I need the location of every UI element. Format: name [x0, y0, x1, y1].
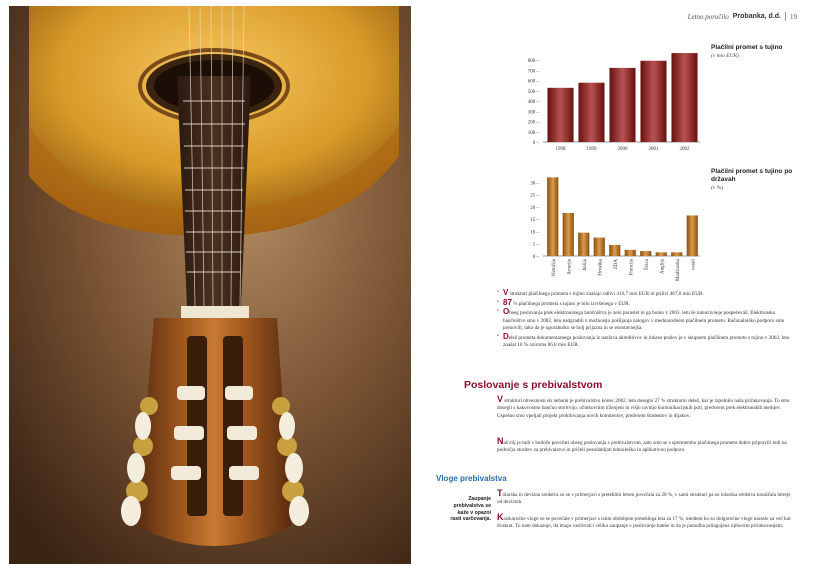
list-item: • Obseg poslovanja prek elektronskega bančništva je zelo porastel in ga bomo v 2003. letu še intenzivneje pospeševali. Elektronsko bančništvo smo v 2002. letu nadgradili z možnostjo pošiljanja nalogov v mednarodnem plačilnem prometu. Računalniško podporo smo prenovili, tako da je uporabniku se bolj prijazna in se enostavnejša.	[497, 308, 797, 332]
chart2-title-text: Plačilni promet s tujino po državah	[711, 168, 793, 183]
subsection-title: Vloge prebivalstva	[436, 474, 507, 483]
bar-avstrija	[563, 213, 574, 256]
x-tick-label: Švica	[644, 259, 650, 271]
bar-italija	[578, 233, 589, 256]
chart1-title	[711, 44, 801, 60]
bar-madžarska	[671, 252, 682, 256]
bar-švica	[640, 251, 651, 256]
x-tick-label: Anglija	[660, 259, 666, 274]
x-tick-label: 1999	[586, 147, 597, 152]
subsection-paragraph: Kratkoročne vloge so se povečale v primerjavi s istim obdobjem preteklega leta za 17 %, medtem ko so dolgoročne vloge narasle za več kot dvakrat. To nam dokazuje, da imajo varčevalci veliko zaupanje v poslovanje banke in da je ponudba prilagojena njihovim pričakovanjem.	[497, 512, 791, 530]
y-tick-label: 10 –	[530, 230, 539, 236]
page-number: 19	[790, 12, 797, 21]
section-paragraph: V strukturi obveznosti do nebank je prebivalstvo konec 2002. leta doseglo 27 % strukturni delež, kar je izpolnilo naša pričakovanja. To smo dosegli s kakovostno bančno storitvijo, učinkovitim trženjem in višjo ravnijo komunikacijskih poti, predvsem prek elektronskih medijev. Uspešno smo vpeljali projekt pridobivanja novih komitentov, predvsem študentov in dijakov.	[497, 394, 790, 419]
x-tick-label: 2002	[679, 147, 690, 152]
guitar-illustration	[9, 6, 411, 564]
section-paragraph: Naš cilj je tudi v bodoče povečati obseg poslovanja s prebivalstvom, zato smo se s spremembo plačilnega prometa dobro pripravili tudi na področju storitev za prebivalstvo in pričeli posodabljati tehnološko in aplikativno podporo.	[497, 436, 787, 454]
chart-payments-by-country	[515, 164, 705, 286]
bar-2002	[671, 53, 697, 142]
x-tick-label: 2001	[648, 147, 659, 152]
bar-ostali	[687, 215, 698, 256]
x-tick-label: ostali	[691, 259, 697, 270]
page-header	[688, 12, 797, 21]
x-tick-label: Italija	[582, 259, 588, 271]
chart2-title	[711, 168, 801, 192]
publication-title: Letno poročilo	[687, 12, 729, 21]
y-tick-label: 30 –	[530, 181, 539, 187]
y-tick-label: 400 –	[527, 100, 539, 106]
chart1-title-text: Plačilni promet s tujino	[711, 44, 783, 51]
y-tick-label: 100 –	[527, 130, 539, 136]
y-tick-label: 25 –	[530, 193, 539, 199]
list-item: • 87 % plačilnega prometa s tujino je bilo izvršenega v EUR.	[497, 299, 797, 308]
key-facts-list	[497, 289, 797, 349]
bar-1999	[578, 83, 604, 142]
y-tick-label: 800 –	[527, 59, 539, 65]
x-tick-label: ZDA	[613, 259, 619, 270]
header-divider	[785, 12, 786, 21]
y-tick-label: 600 –	[527, 79, 539, 85]
x-tick-label: Avstrija	[567, 259, 573, 275]
bar-nemčija	[547, 177, 558, 256]
bar-zda	[609, 245, 620, 256]
bar-1998	[547, 88, 573, 142]
x-tick-label: 2000	[617, 147, 628, 152]
bar-anglija	[656, 252, 667, 256]
y-tick-label: 0 –	[532, 255, 539, 260]
x-tick-label: 1998	[555, 147, 566, 152]
y-tick-label: 15 –	[530, 218, 539, 224]
section-title: Poslovanje s prebivalstvom	[464, 379, 603, 391]
side-note: Zaupanje prebivalstva se kaže v opazni rasti varčevanja.	[450, 496, 491, 523]
y-tick-label: 200 –	[527, 120, 539, 126]
list-item: • V strukturi plačilnega prometa s tujino znašajo odlivi 416,7 mio EUR in prilivi 467,0 mio EUR.	[497, 289, 797, 298]
bar-2000	[609, 68, 635, 142]
chart2-unit: (v %)	[711, 185, 724, 191]
bar-hrvaška	[594, 238, 605, 256]
chart-payments-by-year	[515, 42, 705, 156]
list-item: • Delež prometa dokumentarnega poslovanja iz naslova akreditivov in inkaso poslov je v skupnem plačilnem prometu s tujino v 2002. letu znašal 10 % oziroma 86,8 mio EUR.	[497, 333, 797, 349]
y-tick-label: 0 –	[532, 141, 539, 146]
x-tick-label: Nemčija	[551, 259, 557, 276]
bar-francija	[625, 250, 636, 256]
bar-2001	[640, 61, 666, 142]
guitar-photo	[9, 6, 411, 564]
x-tick-label: Hrvaška	[598, 259, 604, 276]
x-tick-label: Madžarska	[675, 259, 681, 281]
y-tick-label: 5 –	[532, 242, 539, 248]
y-tick-label: 700 –	[527, 69, 539, 75]
x-tick-label: Francija	[629, 259, 635, 276]
chart1-unit: (v mio EUR)	[711, 53, 739, 59]
company-name: Probanka, d.d.	[732, 13, 781, 20]
y-tick-label: 500 –	[527, 89, 539, 95]
subsection-paragraph: Tolarska in devizna sredstva so se v primerjavi s preteklim letom povečala za 28 %, v sami strukturi pa so tolarska sredstva naraščala hitreje od deviznih.	[497, 488, 791, 506]
y-tick-label: 20 –	[530, 205, 539, 211]
y-tick-label: 300 –	[527, 110, 539, 116]
report-page	[411, 6, 811, 564]
